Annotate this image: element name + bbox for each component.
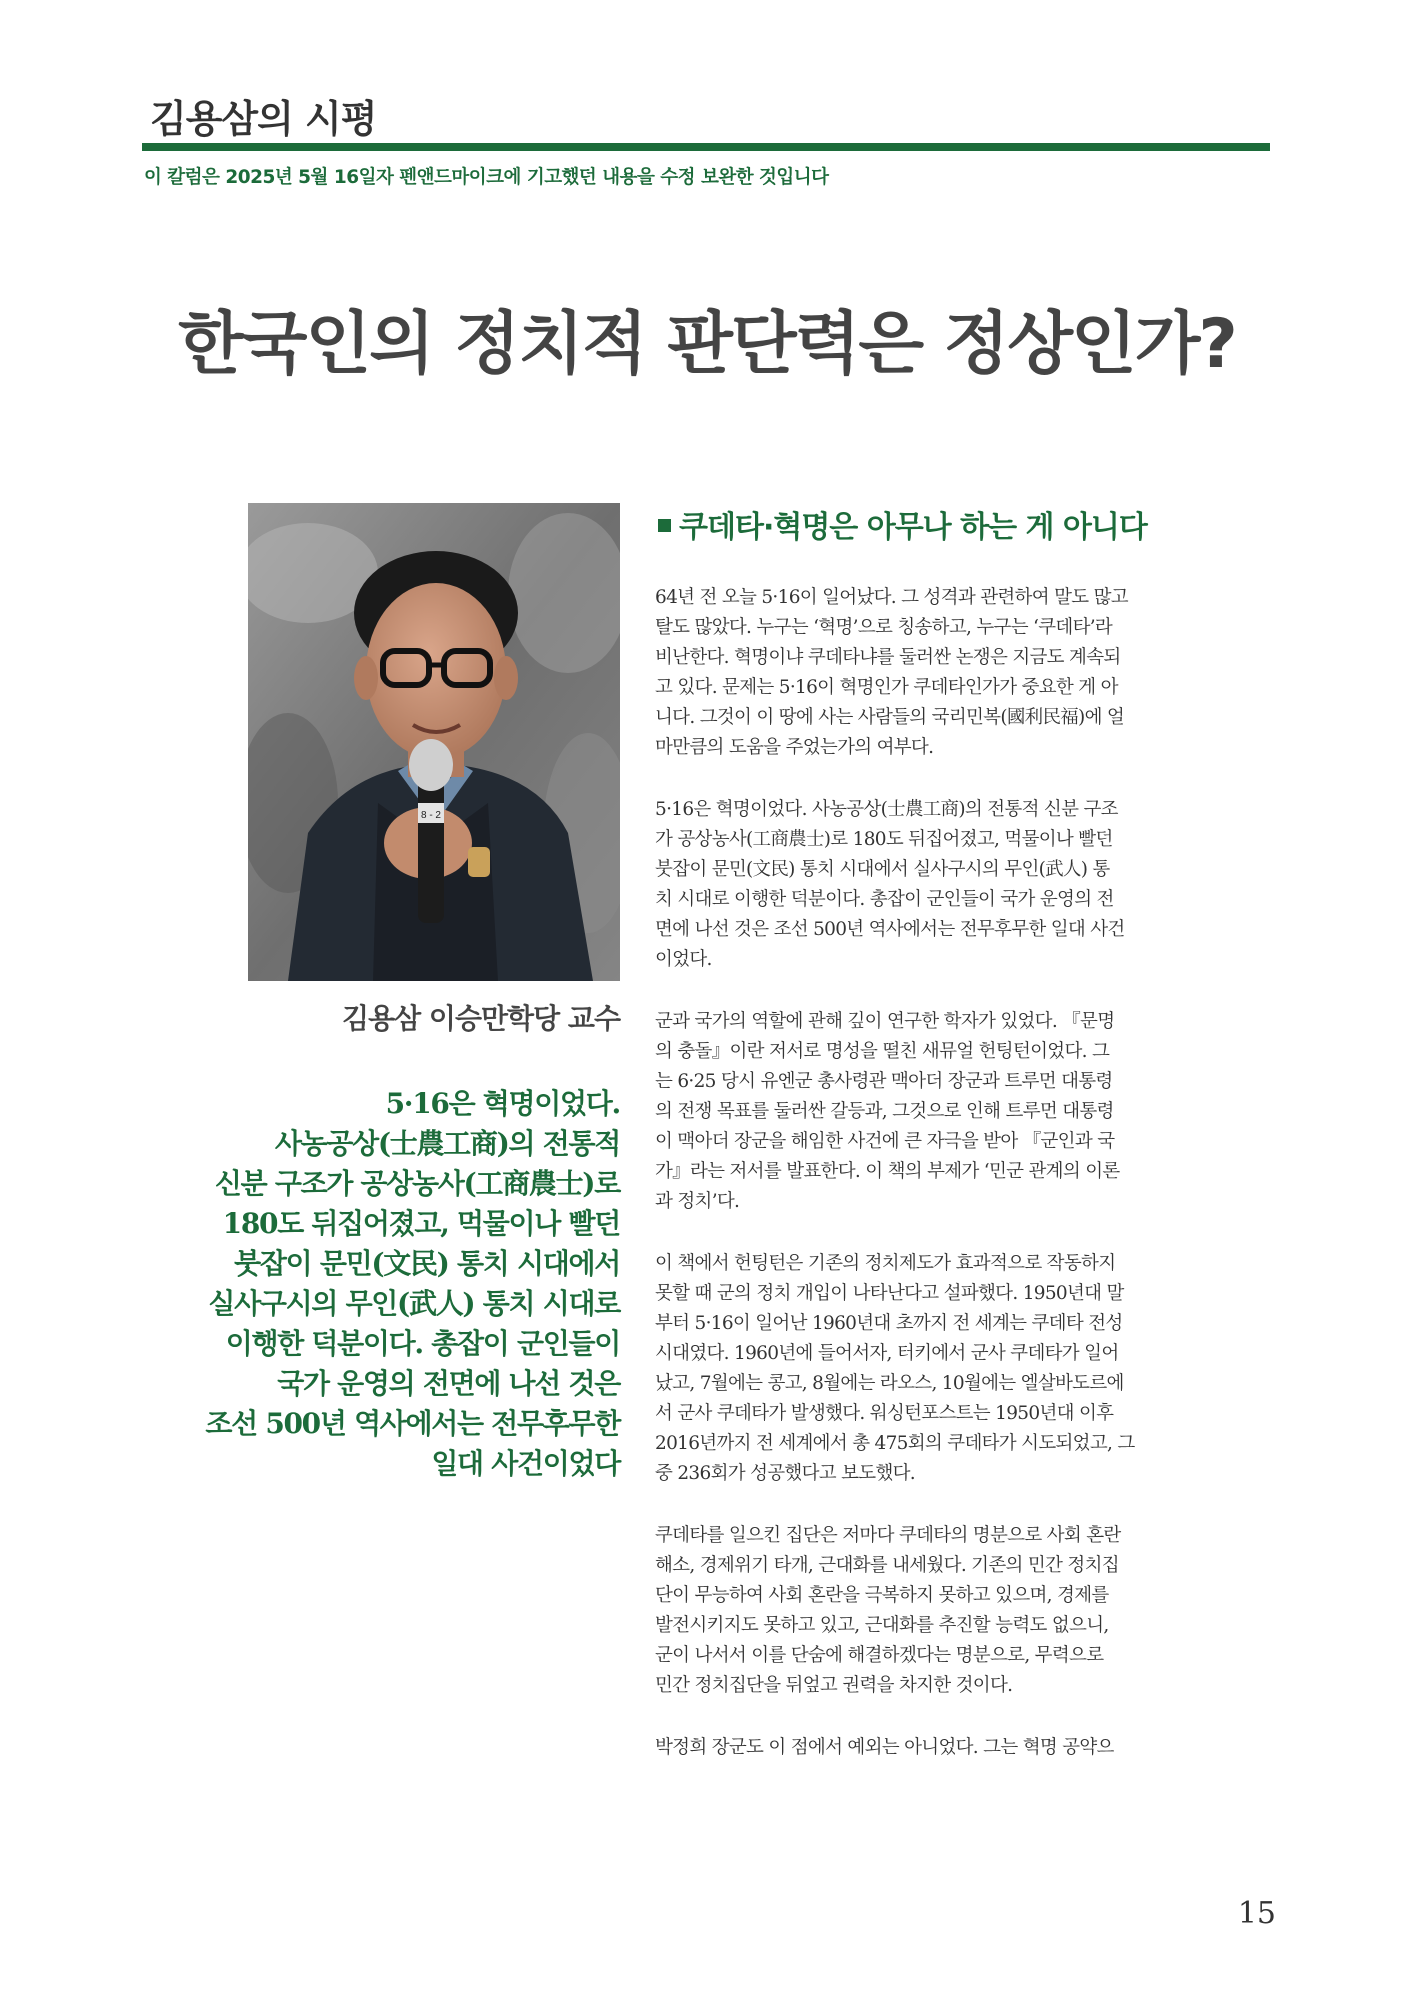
paragraph — [655, 1733, 1277, 1763]
author-photo — [248, 503, 620, 981]
text-line: 가』라는 저서를 발표한다. 이 책의 부제가 ‘민군 관계의 이론 — [655, 1161, 1120, 1182]
text-line: 치 시대로 이행한 덕분이다. 총잡이 군인들이 국가 운영의 전 — [655, 889, 1114, 910]
text-line: 탈도 많았다. 누구는 ‘혁명’으로 칭송하고, 누구는 ‘쿠데타’라 — [655, 617, 1113, 638]
paragraph — [655, 1521, 1277, 1701]
text-line: 이었다. — [655, 949, 712, 970]
square-bullet-icon — [658, 519, 671, 532]
header-divider — [142, 143, 1270, 151]
article-body — [655, 583, 1277, 1795]
page-number: 15 — [1237, 1896, 1276, 1931]
text-line: 의 충돌』이란 저서로 명성을 떨친 새뮤얼 헌팅턴이었다. 그 — [655, 1041, 1110, 1062]
pull-quote-line: 붓잡이 문민(文民) 통치 시대에서 — [234, 1247, 620, 1280]
text-line: 마만큼의 도움을 주었는가의 여부다. — [655, 737, 934, 758]
paragraph — [655, 795, 1277, 975]
text-line: 고 있다. 문제는 5·16이 혁명인가 쿠데타인가가 중요한 게 아 — [655, 677, 1118, 698]
text-line: 의 전쟁 목표를 둘러싼 갈등과, 그것으로 인해 트루먼 대통령 — [655, 1101, 1114, 1122]
pull-quote — [150, 1084, 620, 1484]
text-line: 단이 무능하여 사회 혼란을 극복하지 못하고 있으며, 경제를 — [655, 1585, 1109, 1606]
text-line: 는 6·25 당시 유엔군 총사령관 맥아더 장군과 트루먼 대통령 — [655, 1071, 1113, 1092]
text-line: 군과 국가의 역할에 관해 깊이 연구한 학자가 있었다. 『문명 — [655, 1011, 1115, 1032]
text-line: 민간 정치집단을 뒤엎고 권력을 차지한 것이다. — [655, 1675, 1013, 1696]
text-line: 해소, 경제위기 타개, 근대화를 내세웠다. 기존의 민간 정치집 — [655, 1555, 1119, 1576]
text-line: 이 책에서 헌팅턴은 기존의 정치제도가 효과적으로 작동하지 — [655, 1253, 1116, 1274]
pull-quote-line: 조선 500년 역사에서는 전무후무한 — [205, 1407, 620, 1440]
text-line: 발전시키지도 못하고 있고, 근대화를 추진할 능력도 없으니, — [655, 1615, 1109, 1636]
pull-quote-line: 이행한 덕분이다. 총잡이 군인들이 — [225, 1327, 620, 1360]
text-line: 중 236회가 성공했다고 보도했다. — [655, 1463, 915, 1484]
mic-label: 8 - 2 — [420, 810, 442, 821]
text-line: 붓잡이 문민(文民) 통치 시대에서 실사구시의 무인(武人) 통 — [655, 859, 1110, 880]
paragraph — [655, 1007, 1277, 1217]
text-line: 시대였다. 1960년에 들어서자, 터키에서 군사 쿠데타가 일어 — [655, 1343, 1119, 1364]
text-line: 군이 나서서 이를 단숨에 해결하겠다는 명분으로, 무력으로 — [655, 1645, 1104, 1666]
column-note: 이 칼럼은 2025년 5월 16일자 펜앤드마이크에 기고했던 내용을 수정 보완한 것입니다 — [144, 167, 829, 188]
photo-caption: 김용삼 이승만학당 교수 — [342, 1002, 620, 1035]
pull-quote-line: 5·16은 혁명이었다. — [385, 1087, 620, 1120]
text-line: 서 군사 쿠데타가 발생했다. 워싱턴포스트는 1950년대 이후 — [655, 1403, 1114, 1424]
text-line: 니다. 그것이 이 땅에 사는 사람들의 국리민복(國利民福)에 얼 — [655, 707, 1125, 728]
text-line: 못할 때 군의 정치 개입이 나타난다고 설파했다. 1950년대 말 — [655, 1283, 1124, 1304]
text-line: 쿠데타를 일으킨 집단은 저마다 쿠데타의 명분으로 사회 혼란 — [655, 1525, 1121, 1546]
text-line: 가 공상농사(工商農士)로 180도 뒤집어졌고, 먹물이나 빨던 — [655, 829, 1113, 850]
pull-quote-line: 180도 뒤집어졌고, 먹물이나 빨던 — [222, 1207, 620, 1240]
text-line: 박정희 장군도 이 점에서 예외는 아니었다. 그는 혁명 공약으 — [655, 1737, 1114, 1758]
text-line: 5·16은 혁명이었다. 사농공상(士農工商)의 전통적 신분 구조 — [655, 799, 1118, 820]
text-line: 부터 5·16이 일어난 1960년대 초까지 전 세계는 쿠데타 전성 — [655, 1313, 1123, 1334]
pull-quote-line: 국가 운영의 전면에 나선 것은 — [277, 1367, 620, 1400]
text-line: 이 맥아더 장군을 해임한 사건에 큰 자극을 받아 『군인과 국 — [655, 1131, 1115, 1152]
text-line: 비난한다. 혁명이냐 쿠데타냐를 둘러싼 논쟁은 지금도 계속되 — [655, 647, 1121, 668]
section-heading — [658, 502, 1147, 546]
article-headline: 한국인의 정치적 판단력은 정상인가? — [178, 305, 1236, 384]
text-line: 2016년까지 전 세계에서 총 475회의 쿠데타가 시도되었고, 그 — [655, 1433, 1135, 1454]
text-line: 과 정치’다. — [655, 1191, 740, 1212]
pull-quote-line: 신분 구조가 공상농사(工商農士)로 — [214, 1167, 620, 1200]
pull-quote-line: 일대 사건이었다 — [431, 1447, 620, 1480]
text-line: 났고, 7월에는 콩고, 8월에는 라오스, 10월에는 엘살바도르에 — [655, 1373, 1124, 1394]
text-line: 64년 전 오늘 5·16이 일어났다. 그 성격과 관련하여 말도 많고 — [655, 587, 1128, 608]
column-title: 김용삼의 시평 — [150, 97, 377, 141]
paragraph — [655, 1249, 1277, 1489]
section-heading-text: 쿠데타·혁명은 아무나 하는 게 아니다 — [679, 510, 1147, 545]
pull-quote-line: 실사구시의 무인(武人) 통치 시대로 — [208, 1287, 620, 1320]
pull-quote-line: 사농공상(士農工商)의 전통적 — [274, 1127, 620, 1160]
text-line: 면에 나선 것은 조선 500년 역사에서는 전무후무한 일대 사건 — [655, 919, 1125, 940]
paragraph — [655, 583, 1277, 763]
